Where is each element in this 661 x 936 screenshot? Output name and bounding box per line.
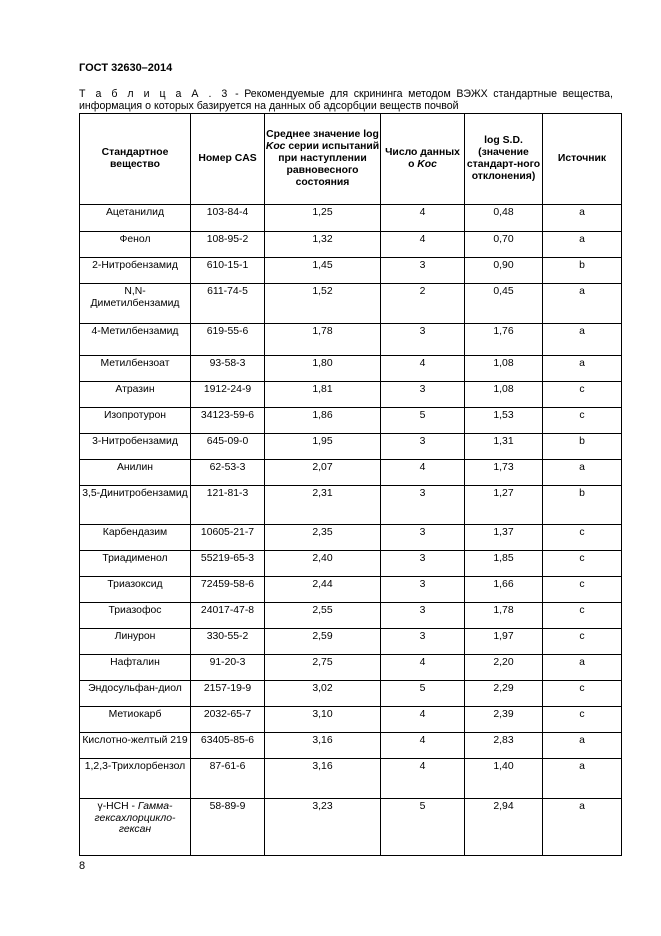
- cell-cas: 10605-21-7: [191, 525, 265, 551]
- cell-count: 2: [381, 284, 465, 324]
- table-row: [80, 324, 622, 356]
- cell-source: a: [543, 232, 622, 258]
- table-body: [80, 205, 622, 856]
- header-mean-log-koc: [265, 114, 381, 205]
- cell-substance: Кислотно-желтый 219: [80, 733, 191, 759]
- page-number: 8: [79, 860, 86, 872]
- cell-mean-log-koc: 1,95: [265, 434, 381, 460]
- cell-substance: Метилбензоат: [80, 356, 191, 382]
- cell-substance: 4-Метилбензамид: [80, 324, 191, 356]
- cell-mean-log-koc: 3,16: [265, 733, 381, 759]
- cell-count: 5: [381, 799, 465, 856]
- cell-count: 3: [381, 577, 465, 603]
- table-header-row: [80, 114, 622, 205]
- table-row: [80, 408, 622, 434]
- cell-cas: 2032-65-7: [191, 707, 265, 733]
- cell-mean-log-koc: 1,78: [265, 324, 381, 356]
- table-row: [80, 577, 622, 603]
- cell-mean-log-koc: 1,52: [265, 284, 381, 324]
- cell-log-sd: 2,29: [465, 681, 543, 707]
- header-count: [381, 114, 465, 205]
- cell-substance: [80, 799, 191, 856]
- table-row: [80, 284, 622, 324]
- caption-text-line1: - Рекомендуемые для скрининга методом ВЭЖХ стандартные вещества,: [229, 88, 613, 100]
- cell-log-sd: 1,73: [465, 460, 543, 486]
- header-mean-koc: Koc: [265, 141, 286, 152]
- cell-mean-log-koc: 1,86: [265, 408, 381, 434]
- document-code: ГОСТ 32630–2014: [79, 62, 173, 74]
- cell-cas: 24017-47-8: [191, 603, 265, 629]
- cell-substance: Триазофос: [80, 603, 191, 629]
- cell-cas: 72459-58-6: [191, 577, 265, 603]
- cell-substance: Карбендазим: [80, 525, 191, 551]
- cell-log-sd: 0,70: [465, 232, 543, 258]
- cell-source: a: [543, 356, 622, 382]
- cell-log-sd: 1,31: [465, 434, 543, 460]
- cell-count: 5: [381, 408, 465, 434]
- caption-label: Т а б л и ц а А . 3: [79, 88, 230, 100]
- header-mean-text-a: Среднее значение log: [266, 129, 379, 140]
- cell-log-sd: 1,08: [465, 356, 543, 382]
- cell-cas: 645-09-0: [191, 434, 265, 460]
- header-mean-text-b: серии испытаний при наступлении равновесного состояния: [278, 141, 380, 188]
- cell-log-sd: 2,94: [465, 799, 543, 856]
- cell-mean-log-koc: 3,16: [265, 759, 381, 799]
- cell-log-sd: 0,90: [465, 258, 543, 284]
- cell-mean-log-koc: 1,25: [265, 205, 381, 232]
- cell-count: 4: [381, 460, 465, 486]
- cell-log-sd: 1,78: [465, 603, 543, 629]
- cell-log-sd: 1,08: [465, 382, 543, 408]
- cell-log-sd: 1,27: [465, 486, 543, 525]
- cell-count: 4: [381, 205, 465, 232]
- table-row: [80, 356, 622, 382]
- cell-substance: Триадименол: [80, 551, 191, 577]
- cell-source: a: [543, 759, 622, 799]
- cell-log-sd: 1,53: [465, 408, 543, 434]
- cell-substance: 2-Нитробензамид: [80, 258, 191, 284]
- cell-log-sd: 1,76: [465, 324, 543, 356]
- cell-count: 3: [381, 434, 465, 460]
- cell-cas: 62-53-3: [191, 460, 265, 486]
- cell-mean-log-koc: 1,45: [265, 258, 381, 284]
- cell-cas: 121-81-3: [191, 486, 265, 525]
- cell-substance: Эндосульфан-диол: [80, 681, 191, 707]
- cell-cas: 58-89-9: [191, 799, 265, 856]
- cell-source: c: [543, 707, 622, 733]
- cell-log-sd: 0,45: [465, 284, 543, 324]
- cell-source: a: [543, 205, 622, 232]
- cell-substance: Изопротурон: [80, 408, 191, 434]
- header-cas: Номер CAS: [191, 114, 265, 205]
- cell-substance: Анилин: [80, 460, 191, 486]
- cell-count: 3: [381, 324, 465, 356]
- caption-text-line2: информация о которых базируется на данных об адсорбции веществ почвой: [79, 100, 459, 112]
- cell-count: 3: [381, 382, 465, 408]
- cell-count: 3: [381, 258, 465, 284]
- table-caption: [79, 88, 613, 112]
- header-source: Источник: [543, 114, 622, 205]
- cell-substance-italic: Гамма-гексахлорцикло-гексан: [94, 801, 176, 835]
- table-row: [80, 759, 622, 799]
- cell-count: 4: [381, 232, 465, 258]
- cell-substance: Атразин: [80, 382, 191, 408]
- cell-mean-log-koc: 2,35: [265, 525, 381, 551]
- cell-log-sd: 1,85: [465, 551, 543, 577]
- standards-table: [79, 113, 622, 856]
- cell-substance-prefix: γ-HCH -: [97, 801, 138, 812]
- table-row: [80, 434, 622, 460]
- cell-mean-log-koc: 2,07: [265, 460, 381, 486]
- cell-log-sd: 1,37: [465, 525, 543, 551]
- cell-mean-log-koc: 3,10: [265, 707, 381, 733]
- cell-source: c: [543, 382, 622, 408]
- cell-source: c: [543, 408, 622, 434]
- table-row: [80, 382, 622, 408]
- cell-mean-log-koc: 3,02: [265, 681, 381, 707]
- cell-source: a: [543, 460, 622, 486]
- table-row: [80, 799, 622, 856]
- cell-count: 4: [381, 655, 465, 681]
- cell-cas: 619-55-6: [191, 324, 265, 356]
- table-row: [80, 707, 622, 733]
- cell-cas: 330-55-2: [191, 629, 265, 655]
- table-row: [80, 525, 622, 551]
- cell-substance: Линурон: [80, 629, 191, 655]
- cell-count: 3: [381, 525, 465, 551]
- cell-mean-log-koc: 1,32: [265, 232, 381, 258]
- cell-substance: Метиокарб: [80, 707, 191, 733]
- cell-cas: 87-61-6: [191, 759, 265, 799]
- cell-count: 3: [381, 603, 465, 629]
- cell-source: c: [543, 681, 622, 707]
- cell-source: a: [543, 799, 622, 856]
- table-row: [80, 258, 622, 284]
- table-row: [80, 655, 622, 681]
- cell-log-sd: 1,66: [465, 577, 543, 603]
- cell-mean-log-koc: 2,55: [265, 603, 381, 629]
- cell-count: 3: [381, 629, 465, 655]
- cell-mean-log-koc: 1,80: [265, 356, 381, 382]
- table-row: [80, 603, 622, 629]
- cell-cas: 611-74-5: [191, 284, 265, 324]
- header-log-sd: log S.D. (значение стандарт-ного отклонения): [465, 114, 543, 205]
- cell-mean-log-koc: 2,44: [265, 577, 381, 603]
- cell-mean-log-koc: 1,81: [265, 382, 381, 408]
- header-count-koc: Koc: [417, 159, 437, 170]
- cell-log-sd: 2,39: [465, 707, 543, 733]
- cell-log-sd: 2,83: [465, 733, 543, 759]
- cell-substance: 1,2,3-Трихлорбензол: [80, 759, 191, 799]
- cell-cas: 103-84-4: [191, 205, 265, 232]
- cell-mean-log-koc: 2,40: [265, 551, 381, 577]
- cell-count: 3: [381, 486, 465, 525]
- cell-log-sd: 1,40: [465, 759, 543, 799]
- table-row: [80, 733, 622, 759]
- cell-log-sd: 2,20: [465, 655, 543, 681]
- cell-source: c: [543, 525, 622, 551]
- cell-cas: 610-15-1: [191, 258, 265, 284]
- table-row: [80, 486, 622, 525]
- cell-mean-log-koc: 2,59: [265, 629, 381, 655]
- cell-source: c: [543, 603, 622, 629]
- header-count-text: Число данных о: [385, 147, 460, 170]
- cell-source: c: [543, 577, 622, 603]
- table-row: [80, 629, 622, 655]
- table-row: [80, 551, 622, 577]
- cell-substance: Нафталин: [80, 655, 191, 681]
- cell-cas: 108-95-2: [191, 232, 265, 258]
- cell-source: b: [543, 486, 622, 525]
- cell-cas: 55219-65-3: [191, 551, 265, 577]
- cell-substance: Ацетанилид: [80, 205, 191, 232]
- table-row: [80, 681, 622, 707]
- cell-cas: 93-58-3: [191, 356, 265, 382]
- cell-source: c: [543, 629, 622, 655]
- cell-substance: 3-Нитробензамид: [80, 434, 191, 460]
- cell-count: 4: [381, 759, 465, 799]
- cell-substance: 3,5-Динитробензамид: [80, 486, 191, 525]
- cell-cas: 91-20-3: [191, 655, 265, 681]
- cell-source: b: [543, 258, 622, 284]
- cell-count: 4: [381, 707, 465, 733]
- cell-mean-log-koc: 3,23: [265, 799, 381, 856]
- cell-count: 5: [381, 681, 465, 707]
- cell-log-sd: 1,97: [465, 629, 543, 655]
- cell-source: b: [543, 434, 622, 460]
- cell-source: a: [543, 324, 622, 356]
- header-substance: Стандартное вещество: [80, 114, 191, 205]
- cell-cas: 34123-59-6: [191, 408, 265, 434]
- cell-source: c: [543, 551, 622, 577]
- table-row: [80, 232, 622, 258]
- cell-mean-log-koc: 2,75: [265, 655, 381, 681]
- table-row: [80, 205, 622, 232]
- cell-cas: 1912-24-9: [191, 382, 265, 408]
- cell-count: 4: [381, 733, 465, 759]
- cell-count: 3: [381, 551, 465, 577]
- cell-log-sd: 0,48: [465, 205, 543, 232]
- cell-substance: Триазоксид: [80, 577, 191, 603]
- cell-count: 4: [381, 356, 465, 382]
- cell-mean-log-koc: 2,31: [265, 486, 381, 525]
- cell-substance: N,N-Диметилбензамид: [80, 284, 191, 324]
- cell-source: a: [543, 655, 622, 681]
- cell-substance: Фенол: [80, 232, 191, 258]
- table-row: [80, 460, 622, 486]
- cell-source: a: [543, 284, 622, 324]
- cell-source: a: [543, 733, 622, 759]
- cell-cas: 2157-19-9: [191, 681, 265, 707]
- cell-cas: 63405-85-6: [191, 733, 265, 759]
